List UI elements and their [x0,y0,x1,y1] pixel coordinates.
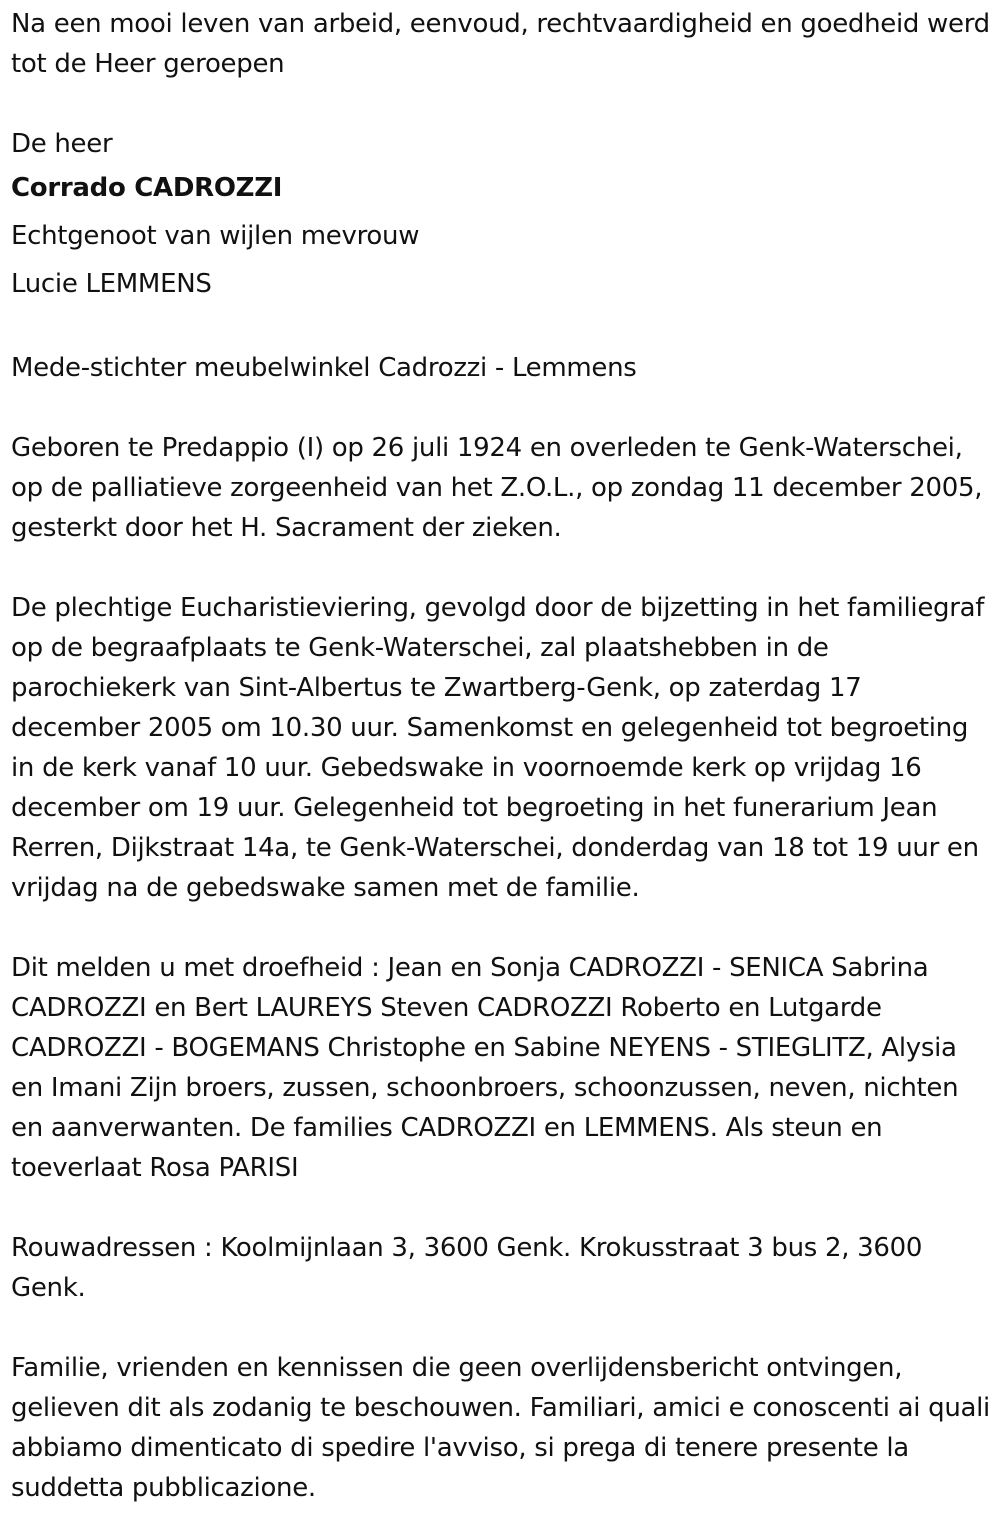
spacer [11,84,991,124]
addresses-text: Rouwadressen : Koolmijnlaan 3, 3600 Genk. Krokusstraat 3 bus 2, 3600 Genk. [11,1233,923,1303]
spacer [11,308,991,348]
spacer [11,548,991,588]
intro-text: Na een mooi leven van arbeid, eenvoud, rechtvaardigheid en goedheid werd tot de Heer geroepen [11,9,990,79]
role-text: Mede-stichter meubelwinkel Cadrozzi - Lemmens [11,353,637,383]
death-notice [11,0,991,1508]
birth-death-text: Geboren te Predappio (I) op 26 juli 1924 en overleden te Genk-Waterschei, op de palliatieve zorgeenheid van het Z.O.L., op zondag 11 december 2005, gesterkt door het H. Sacrament der zieken. [11,433,983,543]
spacer [11,908,991,948]
salutation: De heer [11,129,113,159]
deceased-name: Corrado CADROZZI [11,173,283,203]
spouse-label: Echtgenoot van wijlen mevrouw [11,221,420,251]
spacer [11,1308,991,1348]
family-text: Dit melden u met droefheid : Jean en Sonja CADROZZI - SENICA Sabrina CADROZZI en Bert LAUREYS Steven CADROZZI Roberto en Lutgarde CADROZZI - BOGEMANS Christophe en Sabine NEYENS - STIEGLITZ, Alysia en Imani Zijn broers, zussen, schoonbroers, schoonzussen, neven, nichten en aanverwanten. De families CADROZZI en LEMMENS. Als steun en toeverlaat Rosa PARISI [11,953,959,1183]
spouse-name: Lucie LEMMENS [11,269,212,299]
closing-text: Familie, vrienden en kennissen die geen overlijdensbericht ontvingen, gelieven dit als zodanig te beschouwen. Familiari, amici e conoscenti ai quali abbiamo dimenticato di spedire l'avviso, si prega di tenere presente la suddetta pubblicazione. [11,1353,990,1503]
spacer [11,388,991,428]
ceremony-text: De plechtige Eucharistieviering, gevolgd door de bijzetting in het familiegraf op de begraafplaats te Genk-Waterschei, zal plaatshebben in de parochiekerk van Sint-Albertus te Zwartberg-Genk, op zaterdag 17 december 2005 om 10.30 uur. Samenkomst en gelegenheid tot begroeting in de kerk vanaf 10 uur. Gebedswake in voornoemde kerk op vrijdag 16 december om 19 uur. Gelegenheid tot begroeting in het funerarium Jean Rerren, Dijkstraat 14a, te Genk-Waterschei, donderdag van 18 tot 19 uur en vrijdag na de gebedswake samen met de familie. [11,593,985,903]
spacer [11,1188,991,1228]
